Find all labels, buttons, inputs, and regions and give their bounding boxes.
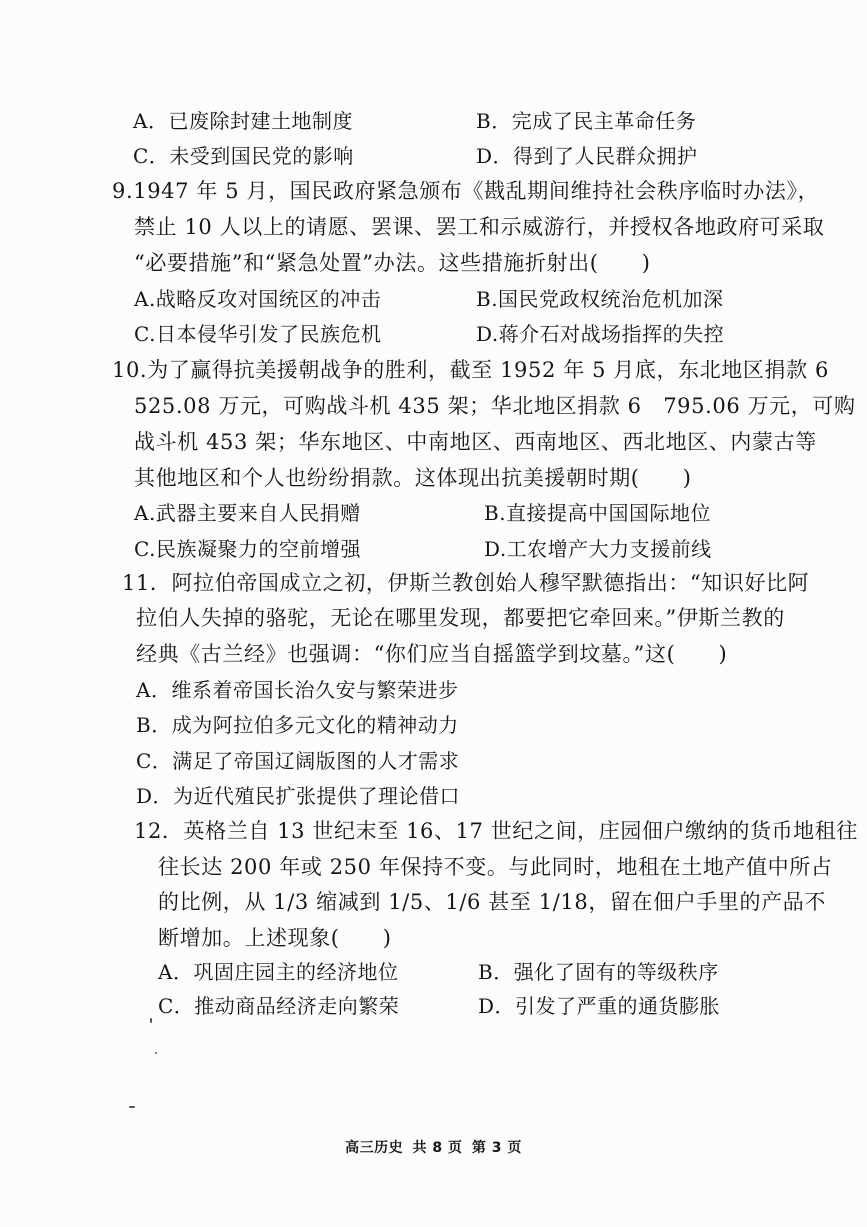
q10-stem-line-3: 战斗机 453 架；华东地区、中南地区、西南地区、西北地区、内蒙古等	[134, 430, 817, 454]
q8-option-b: B．完成了民主革命任务	[476, 109, 697, 133]
q9-option-c: C.日本侵华引发了民族危机	[134, 322, 382, 346]
q10-stem-line-4: 其他地区和个人也纷纷捐款。这体现出抗美援朝时期( )	[134, 466, 692, 490]
scan-speck	[129, 1106, 135, 1108]
scan-speck	[155, 1052, 157, 1054]
q9-stem-line-3: “必要措施”和“紧急处置”办法。这些措施折射出( )	[134, 251, 651, 275]
q12-stem-line-3: 的比例，从 1/3 缩减到 1/5、1/6 甚至 1/18，留在佃户手里的产品不	[158, 890, 826, 914]
footer-total-pages: 共 8 页	[412, 1140, 463, 1156]
footer-subject: 高三历史	[345, 1140, 404, 1156]
q12-stem-line-4: 断增加。上述现象( )	[158, 926, 392, 950]
q12-option-b: B．强化了固有的等级秩序	[478, 960, 719, 984]
q9-stem-line-1: 9.1947 年 5 月，国民政府紧急颁布《戡乱期间维持社会秩序临时办法》，	[112, 179, 820, 203]
q11-option-d: D．为近代殖民扩张提供了理论借口	[136, 784, 461, 808]
q9-option-b: B.国民党政权统治危机加深	[476, 287, 724, 311]
q9-option-d: D.蒋介石对战场指挥的失控	[476, 322, 725, 346]
q12-stem-line-2: 往长达 200 年或 250 年保持不变。与此同时，地租在土地产值中所占	[158, 855, 833, 879]
q9-stem-line-2: 禁止 10 人以上的请愿、罢课、罢工和示威游行，并授权各地政府可采取	[134, 215, 825, 239]
q12-option-c: C．推动商品经济走向繁荣	[158, 994, 400, 1018]
page-footer	[0, 1137, 867, 1157]
q8-option-c: C．未受到国民党的影响	[133, 144, 354, 168]
q8-option-d: D．得到了人民群众拥护	[476, 144, 698, 168]
q11-stem-line-2: 拉伯人失掉的骆驼，无论在哪里发现，都要把它牵回来。”伊斯兰教的	[136, 606, 785, 630]
q11-option-b: B．成为阿拉伯多元文化的精神动力	[136, 713, 459, 737]
q10-option-d: D.工农增产大力支援前线	[484, 537, 712, 561]
q10-stem-line-2: 525.08 万元，可购战斗机 435 架；华北地区捐款 6 795.06 万元，可购	[134, 394, 856, 418]
q11-option-c: C．满足了帝国辽阔版图的人才需求	[136, 749, 460, 773]
q10-option-a: A.武器主要来自人民捐赠	[134, 501, 361, 525]
q10-option-c: C.民族凝聚力的空前增强	[134, 537, 361, 561]
q11-option-a: A．维系着帝国长治久安与繁荣进步	[136, 678, 459, 702]
q9-option-a: A.战略反攻对国统区的冲击	[134, 287, 382, 311]
q10-stem-line-1: 10.为了赢得抗美援朝战争的胜利，截至 1952 年 5 月底，东北地区捐款 6	[112, 358, 829, 382]
q12-option-d: D．引发了严重的通货膨胀	[478, 994, 721, 1018]
q10-option-b: B.直接提高中国国际地位	[484, 501, 712, 525]
q12-stem-line-1: 12．英格兰自 13 世纪末至 16、17 世纪之间，庄园佃户缴纳的货币地租往	[134, 819, 858, 843]
q11-stem-line-3: 经典《古兰经》也强调：“你们应当自摇篮学到坟墓。”这( )	[136, 642, 728, 666]
scan-speck	[150, 1018, 152, 1023]
footer-page-number: 第 3 页	[471, 1140, 522, 1156]
q11-stem-line-1: 11．阿拉伯帝国成立之初，伊斯兰教创始人穆罕默德指出：“知识好比阿	[122, 571, 810, 595]
q8-option-a: A．已废除封建土地制度	[133, 109, 353, 133]
q12-option-a: A．巩固庄园主的经济地位	[158, 960, 399, 984]
